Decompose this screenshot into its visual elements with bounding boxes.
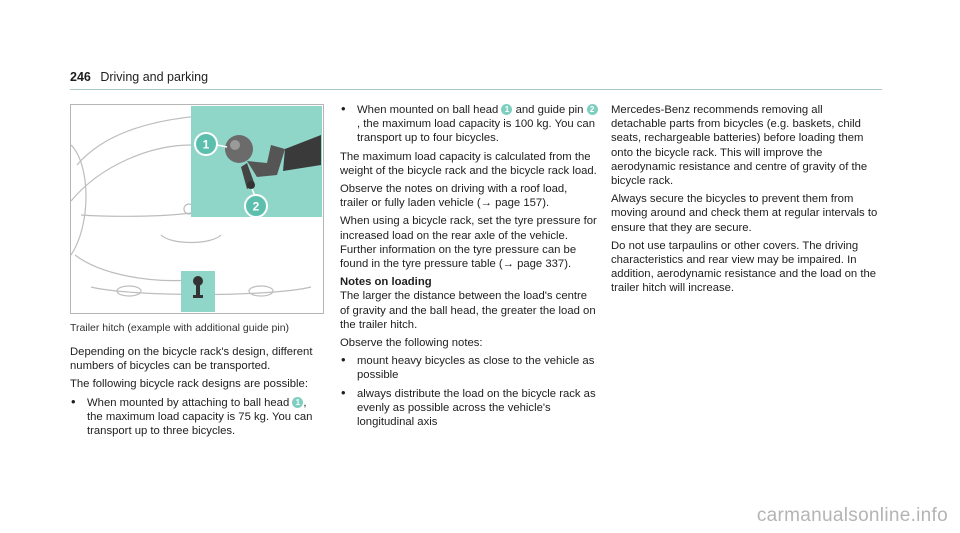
callout-1-badge: 1 <box>501 104 512 115</box>
callout-2-badge: 2 <box>587 104 598 115</box>
paragraph: Mercedes-Benz recommends removing all detachable parts from bicycles (e.g. baskets, child seats, rechargeable batteries) before loading them onto the bicycle rack. This will improve the aerodynamic resistance and centre of gravity of the bicycle rack. <box>611 104 868 188</box>
column-3 <box>611 103 879 300</box>
subheading: Notes on loading <box>340 276 432 289</box>
watermark: carmanualsonline.info <box>756 505 948 526</box>
list-item: • always distribute the load on the bicycle rack as evenly as possible across the vehicle's longitudinal axis <box>341 384 596 429</box>
column-1 <box>70 345 325 442</box>
bullet-icon: • <box>341 384 346 400</box>
paragraph: The following bicycle rack designs are possible: <box>70 378 308 391</box>
loading-notes-list <box>340 354 598 429</box>
bullet-icon: • <box>71 393 76 409</box>
callout-1-badge: 1 <box>292 397 303 408</box>
rack-design-list <box>70 393 325 439</box>
callout-1: 1 <box>202 137 210 152</box>
list-item: • When mounted by attaching to ball head 1 , the maximum load capacity is 75 kg. You can transport up to three bicycles. <box>71 393 313 438</box>
figure-caption: Trailer hitch (example with additional guide pin) <box>70 322 290 334</box>
paragraph: The maximum load capacity is calculated from the weight of the bicycle rack and the bicycle rack load. <box>340 150 597 177</box>
list-item: • mount heavy bicycles as close to the vehicle as possible <box>341 352 595 382</box>
page-header <box>70 70 208 84</box>
paragraph: Observe the notes on driving with a roof load, trailer or fully laden vehicle (→ page 157). <box>340 183 568 210</box>
paragraph: Do not use tarpaulins or other covers. The driving characteristics and rear view may be impaired. In addition, aerodynamic resistance and the load on the trailer hitch will increase. <box>611 239 877 295</box>
paragraph: Observe the following notes: <box>340 337 483 350</box>
bullet-icon: • <box>341 352 346 368</box>
section-title: Driving and parking <box>100 70 209 84</box>
page-number: 246 <box>70 70 91 84</box>
list-item: • When mounted on ball head 1 and guide pin 2, the maximum load capacity is 100 kg. You can transport up to four bicycles. <box>340 103 598 146</box>
car-rear-illustration <box>71 105 323 313</box>
paragraph: The larger the distance between the load's centre of gravity and the ball head, the greater the load on the trailer hitch. <box>340 290 596 331</box>
paragraph: When using a bicycle rack, set the tyre pressure for increased load on the rear axle of the vehicle. Further information on the tyre pressure can be found in the tyre pressure table (→ page 337). <box>340 215 597 271</box>
paragraph: Depending on the bicycle rack's design, different numbers of bicycles can be transported. <box>70 346 313 373</box>
bullet-icon: • <box>341 101 346 116</box>
header-divider <box>70 89 882 90</box>
rack-design-list-cont <box>340 103 598 146</box>
column-2 <box>340 103 598 433</box>
trailer-hitch-figure <box>70 104 324 314</box>
paragraph: Always secure the bicycles to prevent them from moving around and check them at regular intervals to ensure that they are secure. <box>611 193 878 234</box>
callout-2: 2 <box>252 199 260 214</box>
